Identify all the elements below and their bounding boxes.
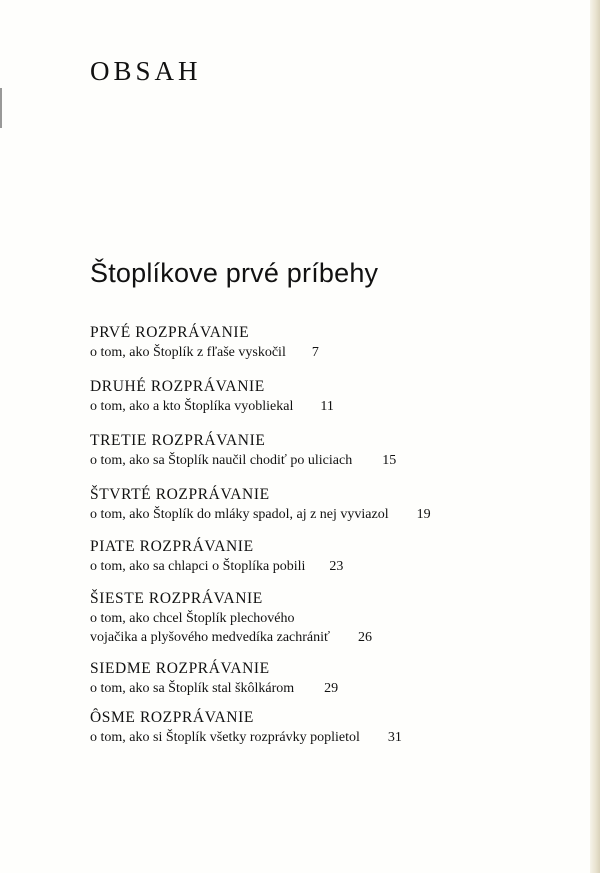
toc-entry-5 bbox=[90, 537, 343, 576]
toc-entry-description bbox=[90, 451, 396, 470]
toc-entry-1 bbox=[90, 323, 319, 362]
toc-entry-page: 23 bbox=[329, 559, 344, 574]
toc-entry-line: o tom, ako Štoplík do mláky spadol, aj z nej vyviazol bbox=[90, 507, 389, 522]
toc-entry-line: o tom, ako sa chlapci o Štoplíka pobili bbox=[90, 559, 306, 574]
toc-entry-page: 29 bbox=[324, 681, 339, 696]
toc-entry-title: ŠTVRTÉ ROZPRÁVANIE bbox=[90, 486, 270, 503]
toc-entry-description bbox=[90, 397, 334, 416]
toc-entry-4 bbox=[90, 485, 431, 524]
toc-entry-description bbox=[90, 557, 343, 576]
toc-entry-title: PRVÉ ROZPRÁVANIE bbox=[90, 324, 250, 341]
toc-entry-2 bbox=[90, 377, 334, 416]
toc-entry-page: 19 bbox=[416, 507, 431, 522]
page-edge-shadow bbox=[590, 0, 600, 873]
section-title: Štoplíkove prvé príbehy bbox=[90, 258, 379, 288]
toc-entry-8 bbox=[90, 708, 402, 747]
toc-entry-3 bbox=[90, 431, 396, 470]
toc-entry-description bbox=[90, 679, 338, 698]
toc-entry-line: o tom, ako si Štoplík všetky rozprávky poplietol bbox=[90, 730, 360, 745]
toc-entry-line: o tom, ako chcel Štoplík plechového bbox=[90, 611, 295, 626]
toc-entry-page: 26 bbox=[358, 630, 372, 645]
toc-entry-description bbox=[90, 343, 319, 362]
toc-entry-page: 11 bbox=[320, 399, 334, 414]
toc-entry-page: 7 bbox=[311, 345, 319, 360]
page-edge-mark bbox=[0, 88, 2, 128]
toc-entry-line: o tom, ako sa Štoplík naučil chodiť po uliciach bbox=[90, 453, 353, 468]
toc-entry-line: o tom, ako sa Štoplík stal škôlkárom bbox=[90, 681, 295, 696]
toc-entry-description bbox=[90, 728, 402, 747]
toc-entry-line: o tom, ako Štoplík z fľaše vyskočil bbox=[90, 345, 286, 360]
toc-entry-title: ŠIESTE ROZPRÁVANIE bbox=[90, 590, 263, 607]
toc-entry-title: TRETIE ROZPRÁVANIE bbox=[90, 432, 266, 449]
toc-entry-page: 31 bbox=[387, 730, 402, 745]
toc-entry-description bbox=[90, 505, 431, 524]
toc-entry-title: PIATE ROZPRÁVANIE bbox=[90, 538, 254, 555]
toc-entry-title: ÔSME ROZPRÁVANIE bbox=[90, 709, 254, 726]
toc-entry-6 bbox=[90, 589, 372, 647]
toc-entry-line: vojačika a plyšového medvedíka zachrániť bbox=[90, 630, 330, 645]
toc-entry-description bbox=[90, 609, 372, 647]
toc-entry-title: DRUHÉ ROZPRÁVANIE bbox=[90, 378, 265, 395]
page-title: OBSAH bbox=[90, 56, 202, 86]
toc-entry-7 bbox=[90, 659, 338, 698]
toc-entry-page: 15 bbox=[382, 453, 397, 468]
toc-entry-line: o tom, ako a kto Štoplíka vyobliekal bbox=[90, 399, 294, 414]
toc-entry-title: SIEDME ROZPRÁVANIE bbox=[90, 660, 270, 677]
